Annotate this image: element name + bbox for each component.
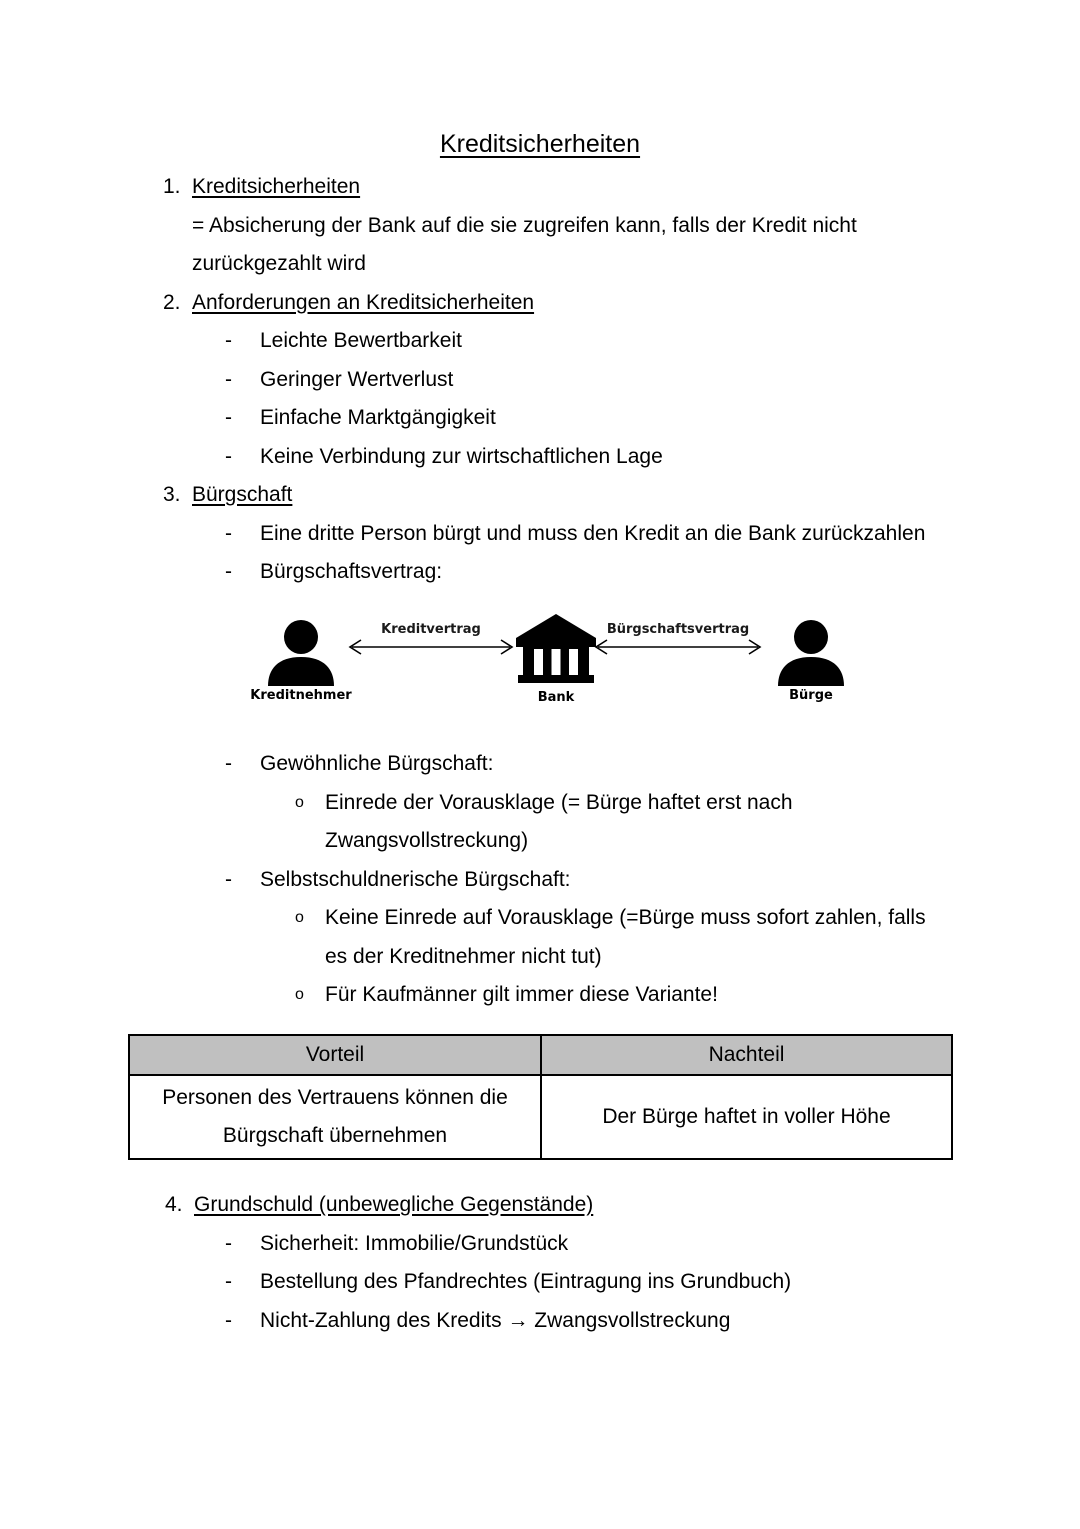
list-item	[0, 899, 1080, 976]
list-item	[0, 1225, 1080, 1264]
list-item-label: Einrede der Vorausklage (= Bürge haftet erst nach Zwangsvollstreckung)	[325, 790, 793, 852]
list-item	[0, 745, 1080, 784]
list-item-label: Bestellung des Pfandrechtes (Eintragung ins Grundbuch)	[260, 1270, 792, 1293]
list-item	[0, 515, 1080, 554]
dash-bullet-icon: -	[225, 406, 232, 429]
table-header-nachteil: Nachteil	[541, 1035, 952, 1075]
section-1-paragraph: = Absicherung der Bank auf die sie zugreifen kann, falls der Kredit nicht zurückgezahlt wird	[192, 213, 857, 275]
circle-bullet-icon: o	[295, 909, 304, 926]
page-title	[0, 128, 1080, 160]
list-item-label: Eine dritte Person bürgt und muss den Kredit an die Bank zurückzahlen	[260, 521, 926, 545]
section-4-heading-text: Grundschuld (unbewegliche Gegenstände)	[194, 1193, 594, 1216]
diagram-arrow-label-kreditvertrag: Kreditvertrag	[381, 622, 481, 637]
section-4	[0, 1186, 1080, 1340]
person-icon	[756, 620, 866, 686]
list-item	[0, 1263, 1080, 1302]
list-item-label: Gewöhnliche Bürgschaft:	[260, 752, 494, 775]
dash-bullet-icon: -	[225, 1270, 232, 1293]
section-1-heading	[0, 168, 1080, 207]
list-item-label: Für Kaufmänner gilt immer diese Variante!	[325, 983, 718, 1006]
section-3-number: 3.	[163, 483, 181, 506]
list-item	[0, 322, 1080, 361]
list-item-label: Geringer Wertverlust	[260, 367, 454, 391]
list-item	[0, 861, 1080, 900]
page-title-text: Kreditsicherheiten	[439, 130, 641, 158]
dash-bullet-icon: -	[225, 367, 232, 391]
section-3-heading-text: Bürgschaft	[192, 483, 293, 506]
document-body	[0, 168, 1080, 592]
buergschaft-diagram	[246, 612, 866, 720]
list-item	[0, 399, 1080, 438]
dash-bullet-icon: -	[225, 444, 232, 468]
dash-bullet-icon: -	[225, 1231, 232, 1255]
list-item	[0, 784, 1080, 861]
section-3-heading	[0, 476, 1080, 515]
vorteil-nachteil-table	[128, 1034, 953, 1160]
list-item-label: Einfache Marktgängigkeit	[260, 406, 496, 429]
diagram-arrow-buergschaftsvertrag	[588, 622, 768, 660]
dash-bullet-icon: -	[225, 1308, 232, 1332]
dash-bullet-icon: -	[225, 752, 232, 775]
circle-bullet-icon: o	[295, 793, 304, 811]
list-item-label: Keine Einrede auf Vorausklage (=Bürge muss sofort zahlen, falls es der Kreditnehmer nicht tut)	[325, 906, 926, 968]
list-item	[0, 1302, 1080, 1341]
section-1-heading-text: Kreditsicherheiten	[192, 175, 361, 198]
dash-bullet-icon: -	[225, 867, 232, 891]
list-item	[0, 438, 1080, 477]
section-4-number: 4.	[165, 1193, 183, 1216]
circle-bullet-icon: o	[295, 986, 304, 1003]
list-item	[0, 553, 1080, 592]
diagram-label-bank: Bank	[537, 690, 575, 705]
diagram-label-buerge: Bürge	[789, 688, 833, 703]
dash-bullet-icon: -	[225, 329, 232, 352]
table-cell-vorteil: Personen des Vertrauens können die Bürgschaft übernehmen	[129, 1075, 541, 1159]
list-item-label: Selbstschuldnerische Bürgschaft:	[260, 867, 571, 891]
list-item	[0, 361, 1080, 400]
double-arrow-icon	[342, 639, 520, 655]
dash-bullet-icon: -	[225, 560, 232, 583]
list-item-label: Sicherheit: Immobilie/Grundstück	[260, 1231, 569, 1255]
section-4-heading	[0, 1186, 1080, 1225]
double-arrow-icon	[588, 639, 768, 655]
section-1-number: 1.	[163, 175, 181, 198]
section-2-number: 2.	[163, 290, 181, 314]
person-icon	[246, 620, 356, 686]
table-header-vorteil: Vorteil	[129, 1035, 541, 1075]
diagram-label-kreditnehmer: Kreditnehmer	[250, 688, 352, 703]
diagram-node-buerge	[756, 620, 866, 703]
list-item-label: Bürgschaftsvertrag:	[260, 560, 443, 583]
section-2-heading-text: Anforderungen an Kreditsicherheiten	[192, 290, 535, 314]
table-header-row	[129, 1035, 952, 1075]
diagram-arrow-kreditvertrag	[342, 622, 520, 660]
table-cell-nachteil: Der Bürge haftet in voller Höhe	[541, 1075, 952, 1159]
list-item-label: Keine Verbindung zur wirtschaftlichen Lage	[260, 444, 663, 468]
table-row	[129, 1075, 952, 1159]
document-body-continued	[0, 745, 1080, 1015]
section-2-heading	[0, 284, 1080, 323]
list-item	[0, 976, 1080, 1015]
diagram-node-kreditnehmer	[246, 620, 356, 703]
list-item-label: Nicht-Zahlung des Kredits → Zwangsvollstreckung	[260, 1308, 731, 1332]
diagram-arrow-label-buergschaftsvertrag: Bürgschaftsvertrag	[606, 622, 750, 637]
list-item-label: Leichte Bewertbarkeit	[260, 329, 462, 352]
dash-bullet-icon: -	[225, 521, 232, 545]
